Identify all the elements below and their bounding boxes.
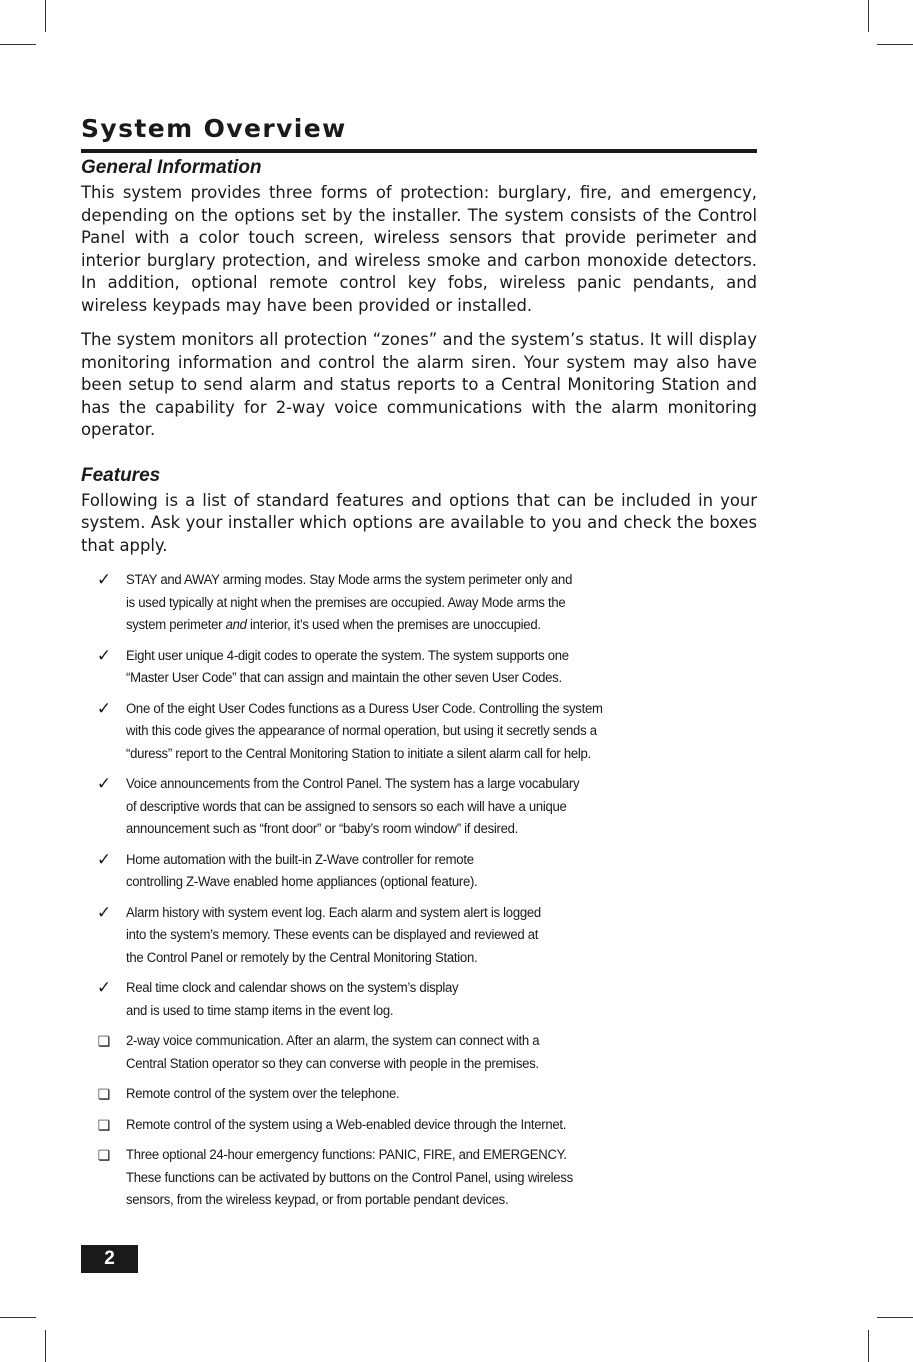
page-number: 2 [81, 1245, 138, 1273]
features-intro: Following is a list of standard features and options that can be included in your system. Ask your installer which options are available to you and check the boxes that apply. [81, 490, 757, 555]
crop-mark [868, 1330, 869, 1362]
general-paragraph-2: The system monitors all protection “zones” and the system’s status. It will display monitoring information and control the alarm siren. Your system may also have been setup to send alarm and status reports to a Central Monitoring Station and has the capability for 2-way voice communications with the alarm monitoring operator. [81, 330, 757, 439]
feature-item-home-automation [81, 849, 726, 894]
feature-item-arming-modes [81, 569, 726, 637]
crop-mark [868, 0, 869, 32]
feature-line: into the system’s memory. These events can be displayed and reviewed at [126, 927, 539, 943]
feature-line: the Control Panel or remotely by the Central Monitoring Station. [126, 949, 478, 966]
feature-item-telephone-control [81, 1083, 726, 1106]
feature-text: system perimeter [126, 617, 226, 633]
feature-line: Remote control of the system over the telephone. [126, 1086, 400, 1102]
crop-mark [0, 44, 36, 45]
feature-item-user-codes [81, 645, 726, 690]
checkmark-icon: ✓ [96, 645, 112, 665]
feature-line: Remote control of the system using a Web-enabled device through the Internet. [126, 1116, 567, 1133]
checkmark-icon: ✓ [96, 902, 112, 922]
document-page [81, 112, 757, 1220]
features-heading: Features [81, 464, 161, 486]
feature-item-voice-announcements [81, 773, 726, 841]
feature-item-alarm-history [81, 902, 726, 970]
feature-line [126, 614, 681, 637]
feature-item-duress-code [81, 698, 726, 766]
checkmark-icon: ✓ [96, 849, 112, 869]
feature-line: Home automation with the built-in Z-Wave controller for remote [126, 851, 474, 868]
feature-line: These functions can be activated by buttons on the Control Panel, using wireless [126, 1169, 573, 1186]
feature-line: “Master User Code” that can assign and maintain the other seven User Codes. [126, 670, 562, 686]
feature-item-2way-voice [81, 1030, 726, 1075]
feature-line: Three optional 24-hour emergency functions: PANIC, FIRE, and EMERGENCY. [126, 1147, 567, 1163]
crop-mark [45, 1330, 46, 1362]
section-title: System Overview [81, 112, 757, 153]
crop-mark [0, 1317, 36, 1318]
feature-item-emergency-functions [81, 1144, 726, 1212]
feature-line: with this code gives the appearance of normal operation, but using it secretly sends a [126, 723, 597, 739]
feature-item-web-control [81, 1114, 726, 1137]
crop-mark [877, 44, 913, 45]
feature-line: of descriptive words that can be assigned to sensors so each will have a unique [126, 798, 567, 815]
feature-line: 2-way voice communication. After an alarm, the system can connect with a [126, 1033, 540, 1049]
feature-line: announcement such as “front door” or “baby’s room window” if desired. [126, 821, 519, 837]
feature-line: sensors, from the wireless keypad, or from portable pendant devices. [126, 1192, 509, 1208]
checkbox-icon: ❏ [97, 1086, 111, 1102]
feature-line: “duress” report to the Central Monitoring Station to initiate a silent alarm call for help. [126, 745, 591, 762]
feature-item-clock-calendar [81, 977, 726, 1022]
feature-emphasis: and [225, 617, 247, 633]
checkmark-icon: ✓ [96, 774, 112, 793]
general-information-heading: General Information [81, 157, 262, 178]
crop-mark [45, 0, 46, 32]
feature-line: One of the eight User Codes functions as a Duress User Code. Controlling the system [126, 700, 603, 717]
feature-text: interior, it’s used when the premises are unoccupied. [246, 617, 541, 633]
feature-line: controlling Z-Wave enabled home appliances (optional feature). [126, 874, 478, 890]
checkmark-icon: ✓ [96, 570, 112, 589]
checkbox-icon: ❏ [97, 1147, 111, 1163]
feature-line: Alarm history with system event log. Each alarm and system alert is logged [126, 904, 541, 921]
general-paragraph-1: This system provides three forms of protection: burglary, fire, and emergency, depending on the options set by the installer. The system consists of the Control Panel with a color touch screen, wireless sensors that provide perimeter and interior burglary protection, and wireless smoke and carbon monoxide detectors. In addition, optional remote control key fobs, wireless panic pendants, and wireless keypads may have been provided or installed. [81, 183, 757, 315]
checkbox-icon: ❏ [97, 1033, 111, 1049]
feature-line: is used typically at night when the premises are occupied. Away Mode arms the [126, 594, 566, 611]
feature-line: Central Station operator so they can converse with people in the premises. [126, 1055, 539, 1072]
feature-line: STAY and AWAY arming modes. Stay Mode arms the system perimeter only and [126, 572, 573, 588]
feature-line: Voice announcements from the Control Panel. The system has a large vocabulary [126, 776, 580, 792]
feature-line: and is used to time stamp items in the event log. [126, 1002, 394, 1019]
feature-line: Real time clock and calendar shows on the system’s display [126, 980, 459, 996]
feature-line: Eight user unique 4-digit codes to operate the system. The system supports one [126, 647, 569, 664]
features-list [81, 569, 757, 1212]
checkbox-icon: ❏ [97, 1116, 111, 1133]
crop-mark [877, 1317, 913, 1318]
checkmark-icon: ✓ [96, 978, 112, 997]
checkmark-icon: ✓ [96, 698, 112, 718]
